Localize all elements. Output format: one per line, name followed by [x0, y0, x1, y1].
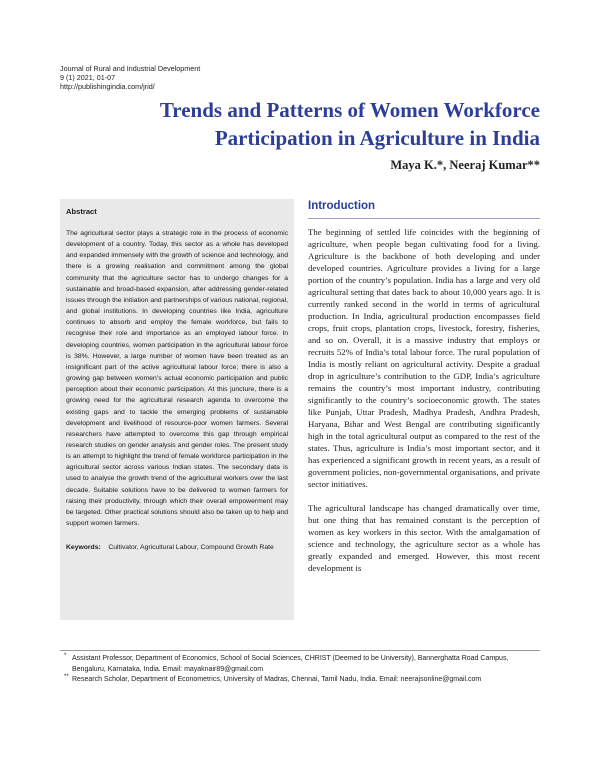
abstract-box	[60, 199, 294, 620]
keywords-label: Keywords:	[66, 544, 101, 552]
paper-authors: Maya K.*, Neeraj Kumar**	[390, 158, 540, 172]
footnote-1	[60, 654, 540, 675]
journal-issue: 9 (1) 2021, 01-07	[60, 73, 116, 83]
abstract-text: The agricultural sector plays a strategic role in the process of economic development of a country. Today, this sector as a whole has developed and expanded immensely with the growth of science and technology, and there is a growing realisation and commitment among the global community that the agriculture sector has to undergo changes for a sustainable and broad-based expansion, after addressing gender-related issues through the initiation and partnerships of various national, regional, and global institutions. In developing countries like India, agriculture continues to absorb and employ the female workforce, but fails to recognise their role and importance as an employed labour force. In developing countries, women participation in the agricultural labour force is 38%. However, a large number of women have been treated as an insignificant part of the active agricultural labour force; there is also a growing gap between women’s actual economic participation and public perception about their economic participation. At this juncture, there is a growing need for the agricultural research agenda to overcome the existing gaps and to tackle the emerging problems of sustainable development and livelihood of resource-poor women farmers. Several researchers have attempted to overcome this gap through empirical research studies on gender analysis and gender roles. The present study is an attempt to highlight the trend of female workforce participation in the agricultural sector across various Indian states. The secondary data is used to analyse the growth trend of the agricultural workers over the last decade. Suitable solutions have to be delivered to women farmers for raising their productivity, through which their overall empowerment may be targeted. Other practical solutions should also be taken up to help and support women farmers.	[66, 230, 288, 528]
footnote-2-mark: **	[64, 674, 69, 681]
footnote-divider	[60, 650, 540, 651]
footnotes	[60, 654, 540, 686]
footnote-1-text: Assistant Professor, Department of Economics, School of Social Sciences, CHRIST (Deemed to be University), Bannerghatta Road Campus, Bengaluru, Karnataka, India. Email: mayaknair89@gmail.com	[72, 655, 509, 673]
introduction-paragraph-2: The agricultural landscape has changed dramatically over time, but one thing that has remained constant is the perception of women as key workers in this sector. With the amalgamation of science and technology, the agriculture sector as a whole has greatly expanded and emerged. However, this most recent development is	[308, 503, 540, 573]
journal-url[interactable]: http://publishingindia.com/jrid/	[60, 82, 155, 92]
introduction-divider	[308, 218, 540, 219]
journal-info	[60, 64, 200, 92]
footnote-1-mark: *	[64, 653, 67, 659]
introduction-body	[308, 226, 540, 586]
keywords-text: Cultivator, Agricultural Labour, Compound Growth Rate	[108, 544, 274, 552]
keywords	[66, 542, 288, 553]
introduction-paragraph-1: The beginning of settled life coincides with the beginning of agriculture, when people began cultivating food for a living. Agriculture is the backbone of both developing and under developed countries. Agriculture provides a living for a large portion of the country’s population. India has a large and very old agricultural setting that dates back to about 10,000 years ago. It is currently ranked second in the world in terms of agricultural production. In India, agricultural production encompasses field crops, fruit crops, plantation crops, livestock, forestry, fisheries, and so on. Overall, it is a massive industry that employs or recruits 52% of India’s total labour force. The rural population of India is mostly reliant on agricultural activity. Despite a gradual drop in agriculture’s contribution to the GDP, India’s agriculture remains the country’s most important industry, contributing significantly to the country’s socioeconomic growth. The states like Punjab, Uttar Pradesh, Madhya Pradesh, Andhra Pradesh, Haryana, Bihar and West Bengal are contributing significantly high in the total agricultural output as compared to the rest of the states. Thus, agriculture is India’s most important sector, and it has experienced a significant growth in recent years, as a result of government policies, non-governmental organisations, and private sector initiatives.	[308, 227, 540, 489]
abstract-heading: Abstract	[66, 207, 97, 216]
paper-title: Trends and Patterns of Women Workforce Participation in Agriculture in India	[159, 98, 540, 150]
footnote-2-text: Research Scholar, Department of Econometrics, University of Madras, Chennai, Tamil Nadu, India. Email: neerajsonline@gmail.com	[72, 676, 482, 684]
introduction-heading: Introduction	[308, 200, 376, 212]
footnote-2	[60, 675, 540, 686]
journal-name: Journal of Rural and Industrial Development	[60, 64, 201, 73]
